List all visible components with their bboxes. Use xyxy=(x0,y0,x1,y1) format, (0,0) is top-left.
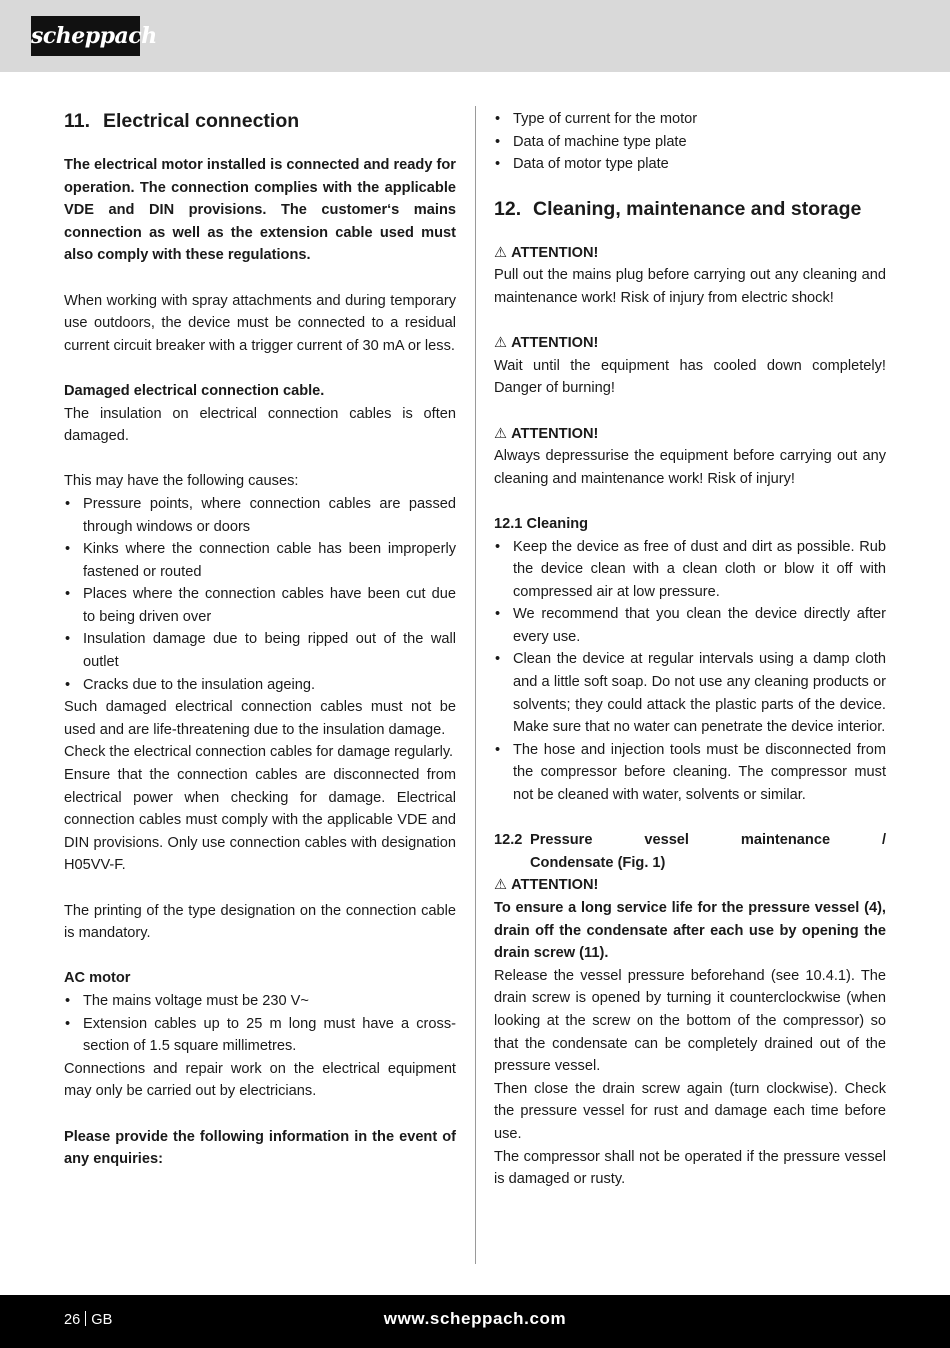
attention-text-3: Always depressurise the equipment before carrying out any cleaning and maintenance work! Risk of injury! xyxy=(494,448,886,487)
column-divider xyxy=(475,106,476,1264)
list-item: • Places where the connection cables have been cut due to being driven over xyxy=(64,583,456,628)
page-header xyxy=(0,0,950,72)
list-item: • Cracks due to the insulation ageing. xyxy=(64,674,456,697)
cleaning-title: 12.1 Cleaning xyxy=(494,515,589,532)
list-item: • The mains voltage must be 230 V~ xyxy=(64,990,456,1013)
website-link[interactable]: www.scheppach.com xyxy=(383,1309,567,1328)
warning-icon: ⚠ xyxy=(494,244,508,261)
intro-paragraph: The electrical motor installed is connected and ready for operation. The connection complies with the applicable VDE and DIN provisions. The customer‘s mains connection as well as the extension cable used must also comply with these regulations. xyxy=(64,157,456,264)
warning-icon: ⚠ xyxy=(494,425,508,442)
spray-paragraph: When working with spray attachments and during temporary use outdoors, the device must be connected to a residual current circuit breaker with a trigger current of 30 mA or less. xyxy=(64,292,456,354)
not-operated-paragraph: The compressor shall not be operated if the pressure vessel is damaged or rusty. xyxy=(494,1148,886,1188)
disconnect-cables: Ensure that the connection cables are disconnected from electrical power when checking for damage. Electrical connection cables must comply with the applicable VDE and DIN provisions. Only use connection cables with designation H05VV-F. xyxy=(64,767,456,874)
damaged-cable-title: Damaged electrical connection cable. xyxy=(64,382,325,399)
causes-list xyxy=(64,493,456,696)
enquiries-paragraph: Please provide the following information in the event of any enquiries: xyxy=(64,1128,456,1168)
list-item: • Extension cables up to 25 m long must have a cross-section of 1.5 square millimetres. xyxy=(64,1013,456,1058)
page-footer xyxy=(0,1295,950,1348)
section-11-heading: 11. Electrical connection xyxy=(64,110,300,132)
pressure-vessel-subtitle: Condensate (Fig. 1) xyxy=(530,854,666,871)
brand-logo: scheppach xyxy=(31,16,140,56)
list-item: • Keep the device as free of dust and dirt as possible. Rub the device clean with a clean cloth or blow it off with compressed air at low pressure. xyxy=(494,536,886,604)
close-screw-paragraph: Then close the drain screw again (turn clockwise). Check the pressure vessel for rust and damage each time before use. xyxy=(494,1080,886,1142)
list-item: • Clean the device at regular intervals using a damp cloth and a little soft soap. Do not use any cleaning products or solvents; they could attack the plastic parts of the device. Make sure that no water can penetrate the device interior. xyxy=(494,648,886,738)
attention-label: ⚠ ATTENTION! xyxy=(494,877,599,894)
release-pressure-paragraph: Release the vessel pressure beforehand (see 10.4.1). The drain screw is opened by turning it counterclockwise (when looking at the screw on the bottom of the compressor) so that the condensate can be completely drained out of the pressure vessel. xyxy=(494,967,886,1075)
list-item: • Data of motor type plate xyxy=(494,153,886,176)
ac-motor-title: AC motor xyxy=(64,970,131,987)
attention-label: ⚠ ATTENTION! xyxy=(494,335,599,352)
warning-icon: ⚠ xyxy=(494,335,508,352)
list-item: • The hose and injection tools must be disconnected from the compressor before cleaning. The compressor must not be cleaned with water, solvents or similar. xyxy=(494,739,886,807)
attention-text-1: Pull out the mains plug before carrying out any cleaning and maintenance work! Risk of injury from electric shock! xyxy=(494,267,886,306)
warning-icon: ⚠ xyxy=(494,877,508,894)
section-12-heading: 12. Cleaning, maintenance and storage xyxy=(494,197,862,220)
page-number: 26 GB xyxy=(64,1312,113,1328)
pressure-vessel-title: 12.2 Pressure vessel maintenance / xyxy=(494,832,886,849)
damaged-cable-text: The insulation on electrical connection cables is often damaged. xyxy=(64,405,456,445)
ac-motor-list xyxy=(64,990,456,1058)
check-cables: Check the electrical connection cables for damage regularly. xyxy=(64,744,454,761)
printing-paragraph: The printing of the type designation on the connection cable is mandatory. xyxy=(64,902,456,942)
enquiry-info-list xyxy=(494,108,886,176)
attention-label: ⚠ ATTENTION! xyxy=(494,425,599,442)
list-item: • Insulation damage due to being ripped out of the wall outlet xyxy=(64,628,456,673)
list-item: • Kinks where the connection cable has been improperly fastened or routed xyxy=(64,538,456,583)
electricians-paragraph: Connections and repair work on the electrical equipment may only be carried out by electricians. xyxy=(64,1060,456,1100)
attention-label: ⚠ ATTENTION! xyxy=(494,244,599,261)
attention-text-2: Wait until the equipment has cooled down completely! Danger of burning! xyxy=(494,357,886,397)
damaged-warning: Such damaged electrical connection cables must not be used and are life-threatening due to the insulation damage. xyxy=(64,699,456,738)
left-column xyxy=(64,108,456,1171)
right-column xyxy=(494,108,886,1191)
causes-intro: This may have the following causes: xyxy=(64,473,299,490)
list-item: • Data of machine type plate xyxy=(494,131,886,154)
cleaning-list xyxy=(494,536,886,807)
list-item: • Type of current for the motor xyxy=(494,108,886,131)
pressure-vessel-bold: To ensure a long service life for the pressure vessel (4), drain off the condensate after each use by opening the drain screw (11). xyxy=(494,900,886,962)
list-item: • We recommend that you clean the device directly after every use. xyxy=(494,603,886,648)
list-item: • Pressure points, where connection cables are passed through windows or doors xyxy=(64,493,456,538)
